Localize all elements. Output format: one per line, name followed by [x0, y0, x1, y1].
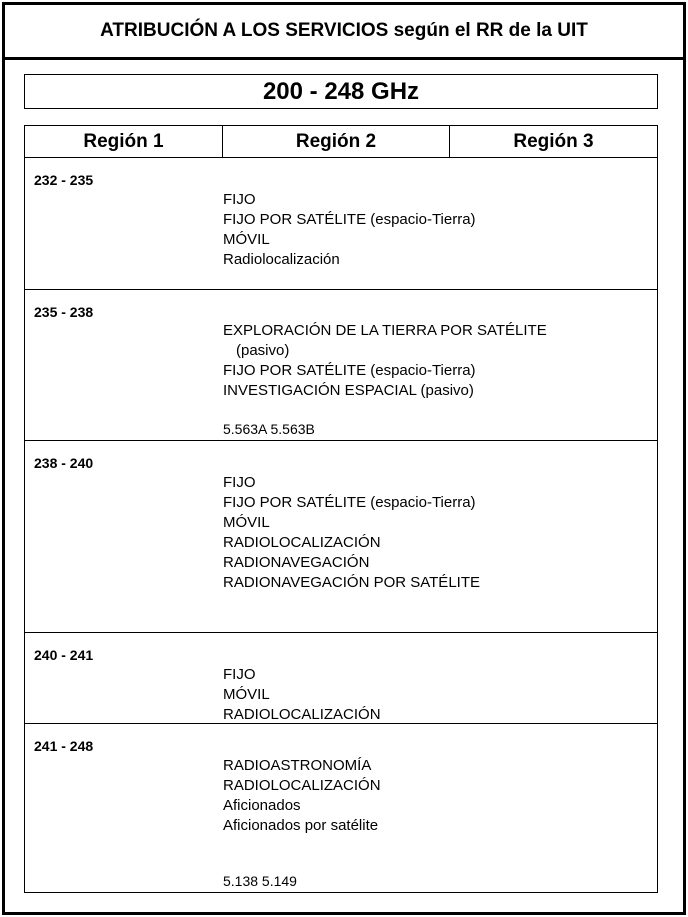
service-item: RADIONAVEGACIÓN — [223, 554, 370, 571]
table-row — [25, 158, 657, 290]
header-region-3: Región 3 — [513, 130, 594, 152]
service-item: Radiolocalización — [223, 251, 340, 268]
service-item: FIJO — [223, 191, 256, 208]
header-region-1: Región 1 — [25, 126, 223, 157]
table-row — [25, 441, 657, 633]
frequency-band-title: 200 - 248 GHz — [24, 74, 658, 109]
service-item: RADIOLOCALIZACIÓN — [223, 706, 381, 723]
table-row — [25, 633, 657, 724]
service-item: RADIONAVEGACIÓN POR SATÉLITE — [223, 574, 480, 591]
service-item: (pasivo) — [236, 342, 290, 359]
service-item: RADIOLOCALIZACIÓN — [223, 777, 381, 794]
frequency-range: 232 - 235 — [34, 172, 94, 188]
page-title: ATRIBUCIÓN A LOS SERVICIOS según el RR de la UIT — [5, 5, 683, 60]
service-item: MÓVIL — [223, 514, 270, 531]
service-list — [223, 321, 547, 401]
frequency-range: 238 - 240 — [34, 455, 94, 471]
table-row — [25, 724, 657, 892]
footnote-references: 5.138 5.149 — [223, 873, 297, 889]
service-list — [223, 756, 381, 836]
header-region-2: Región 2 — [223, 126, 450, 157]
service-item: FIJO POR SATÉLITE (espacio-Tierra) — [223, 362, 476, 379]
service-item: RADIOASTRONOMÍA — [223, 757, 372, 774]
service-list — [223, 665, 381, 725]
table-header — [25, 126, 657, 158]
frequency-range: 241 - 248 — [34, 738, 94, 754]
footnote-references: 5.563A 5.563B — [223, 421, 315, 437]
service-item: FIJO POR SATÉLITE (espacio-Tierra) — [223, 211, 476, 228]
allocation-table — [24, 125, 658, 893]
service-list — [223, 190, 476, 270]
table-row — [25, 290, 657, 441]
service-item: Aficionados por satélite — [223, 817, 379, 834]
service-item: FIJO — [223, 474, 256, 491]
frequency-range: 235 - 238 — [34, 304, 94, 320]
service-item: FIJO POR SATÉLITE (espacio-Tierra) — [223, 494, 476, 511]
service-item: MÓVIL — [223, 231, 270, 248]
service-item: INVESTIGACIÓN ESPACIAL (pasivo) — [223, 382, 474, 399]
service-item: Aficionados — [223, 797, 301, 814]
service-list — [223, 473, 480, 593]
service-item: RADIOLOCALIZACIÓN — [223, 534, 381, 551]
frequency-range: 240 - 241 — [34, 647, 94, 663]
service-item: EXPLORACIÓN DE LA TIERRA POR SATÉLITE — [223, 322, 547, 339]
service-item: MÓVIL — [223, 686, 270, 703]
service-item: FIJO — [223, 666, 256, 683]
